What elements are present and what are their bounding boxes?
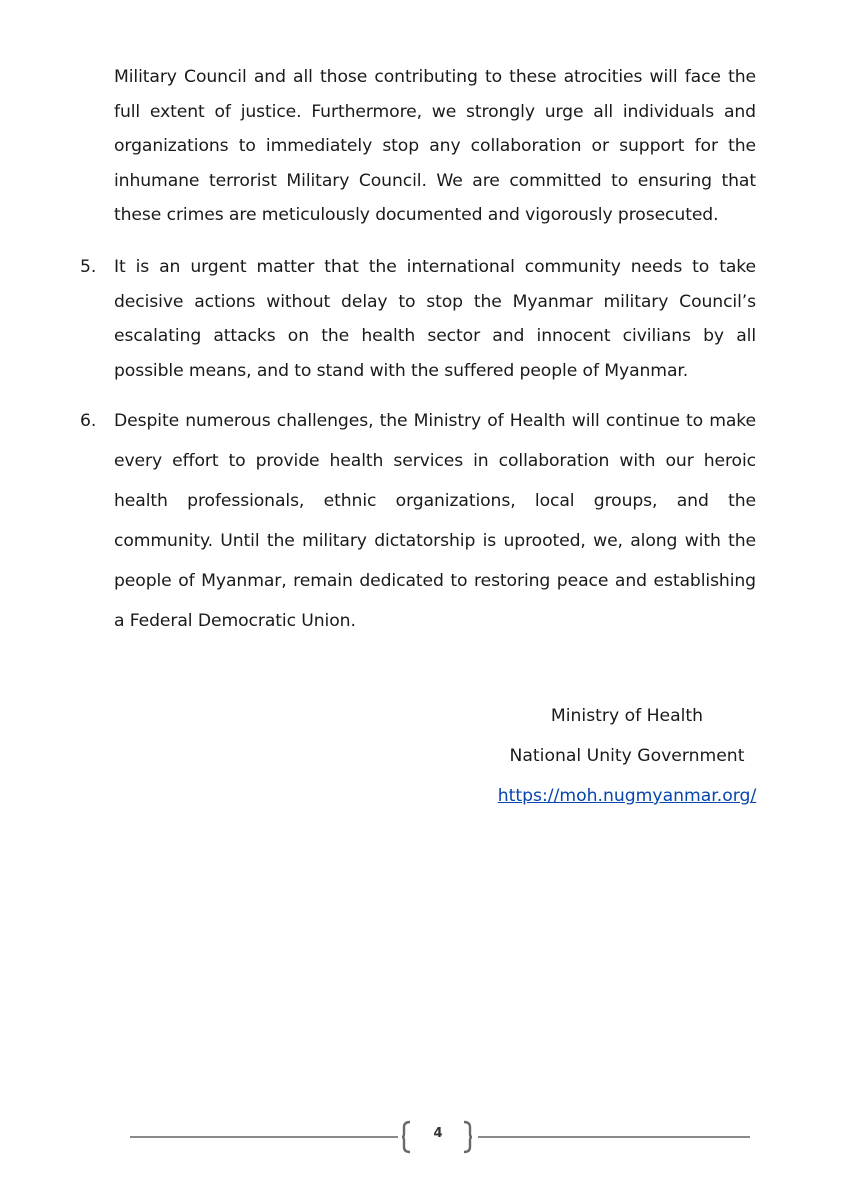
continuation-paragraph: Military Council and all those contributing to these atrocities will face the full extent of justice. Furthermore, we strongly urge all individuals and organizations to immediately stop any collaboration or support for the inhumane terrorist Military Council. We are committed to ensuring that these crimes are meticulously documented and vigorously prosecuted. (114, 67, 756, 225)
footer-divider-right (478, 1136, 750, 1138)
signature-block (486, 696, 768, 816)
list-item-text: It is an urgent matter that the international community needs to take decisive actions without delay to stop the Myanmar military Council’s escalating attacks on the health sector and innocent civilians by all possible means, and to stand with the suffered people of Myanmar. (114, 257, 756, 381)
left-brace-icon (400, 1120, 412, 1154)
list-item-number: 6. (80, 411, 97, 431)
list-item-number: 5. (80, 257, 97, 277)
list-item-text: Despite numerous challenges, the Ministry of Health will continue to make every effort to provide health services in collaboration with our heroic health professionals, ethnic organizations, local groups, and the community. Until the military dictatorship is uprooted, we, along with the people of Myanmar, remain dedicated to restoring peace and establishing a Federal Democratic Union. (114, 411, 756, 631)
right-brace-icon (462, 1120, 474, 1154)
footer-divider-left (130, 1136, 398, 1138)
signature-government: National Unity Government (509, 746, 745, 766)
signature-organization: Ministry of Health (550, 706, 704, 726)
website-link[interactable]: https://moh.nugmyanmar.org/ (497, 786, 757, 806)
page-number: 4 (433, 1126, 443, 1141)
